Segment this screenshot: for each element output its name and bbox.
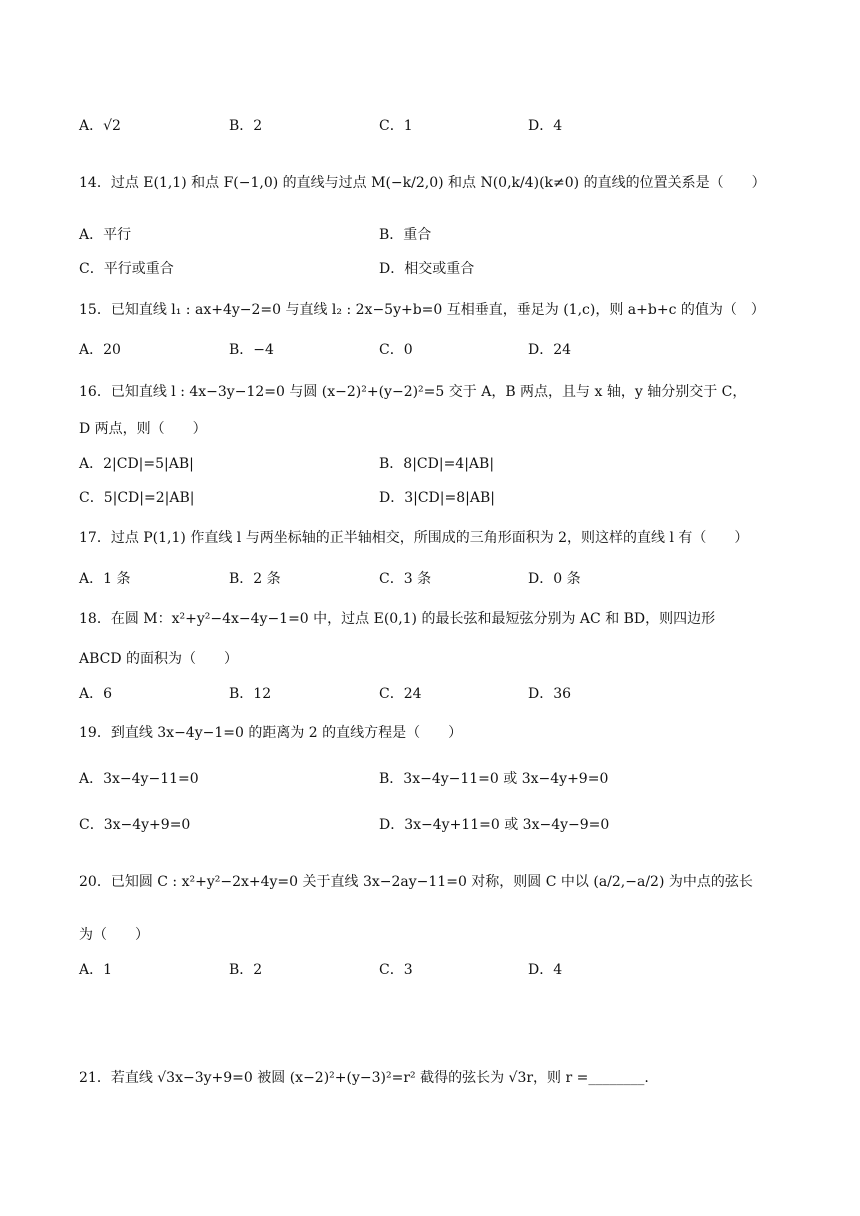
q20-option-a: A．1: [79, 962, 113, 978]
q18-stem-line2: ABCD 的面积为（ ）: [79, 651, 239, 667]
q18-stem-line1: 18．在圆 M：x²+y²−4x−4y−1=0 中，过点 E(0,1) 的最长弦和最短弦分别为 AC 和 BD，则四边形: [79, 611, 716, 627]
q15-option-d: D．24: [528, 342, 572, 358]
q18-option-a: A．6: [79, 686, 113, 702]
q19-stem: 19．到直线 3x−4y−1=0 的距离为 2 的直线方程是（ ）: [79, 725, 463, 741]
q15-stem: 15．已知直线 l₁ : ax+4y−2=0 与直线 l₂ : 2x−5y+b=0 互相垂直，垂足为 (1,c)，则 a+b+c 的值为（ ）: [79, 302, 765, 318]
q16-option-c: C．5|CD|=2|AB|: [79, 490, 195, 506]
q13-option-b: B．2: [229, 118, 263, 134]
q17-stem: 17．过点 P(1,1) 作直线 l 与两坐标轴的正半轴相交，所围成的三角形面积为 2，则这样的直线 l 有（ ）: [79, 530, 749, 546]
q17-option-c: C．3 条: [379, 571, 432, 587]
q20-stem-line2: 为（ ）: [79, 927, 149, 943]
q14-option-d: D．相交或重合: [379, 261, 475, 277]
q18-option-b: B．12: [229, 686, 272, 702]
q18-option-d: D．36: [528, 686, 572, 702]
q16-option-a: A．2|CD|=5|AB|: [79, 456, 194, 472]
q19-option-c: C．3x−4y+9=0: [79, 817, 191, 833]
q15-option-b: B．−4: [229, 342, 274, 358]
q16-option-b: B．8|CD|=4|AB|: [379, 456, 495, 472]
q19-option-a: A．3x−4y−11=0: [79, 771, 199, 787]
q14-option-c: C．平行或重合: [79, 261, 174, 277]
q15-option-a: A．20: [79, 342, 121, 358]
q13-option-c: C．1: [379, 118, 413, 134]
q19-option-d: D．3x−4y+11=0 或 3x−4y−9=0: [379, 817, 610, 833]
q14-stem: 14．过点 E(1,1) 和点 F(−1,0) 的直线与过点 M(−k/2,0) 和点 N(0,k/4)(k≠0) 的直线的位置关系是（ ）: [79, 175, 766, 191]
q20-option-c: C．3: [379, 962, 413, 978]
q15-option-c: C．0: [379, 342, 413, 358]
q13-option-d: D．4: [528, 118, 563, 134]
q17-option-d: D．0 条: [528, 571, 581, 587]
q21-stem: 21．若直线 √3x−3y+9=0 被圆 (x−2)²+(y−3)²=r² 截得的弦长为 √3r，则 r =________.: [79, 1070, 649, 1086]
q20-option-b: B．2: [229, 962, 263, 978]
q16-option-d: D．3|CD|=8|AB|: [379, 490, 495, 506]
q13-option-a: A．√2: [79, 118, 121, 134]
q14-option-a: A．平行: [79, 227, 132, 243]
q19-option-b: B．3x−4y−11=0 或 3x−4y+9=0: [379, 771, 609, 787]
q20-stem-line1: 20．已知圆 C : x²+y²−2x+4y=0 关于直线 3x−2ay−11=0 对称，则圆 C 中以 (a/2,−a/2) 为中点的弦长: [79, 874, 753, 890]
q18-option-c: C．24: [379, 686, 422, 702]
q16-stem-line2: D 两点，则（ ）: [79, 421, 207, 437]
q17-option-b: B．2 条: [229, 571, 281, 587]
q20-option-d: D．4: [528, 962, 563, 978]
q17-option-a: A．1 条: [79, 571, 131, 587]
q16-stem-line1: 16．已知直线 l : 4x−3y−12=0 与圆 (x−2)²+(y−2)²=5 交于 A，B 两点，且与 x 轴，y 轴分别交于 C，: [79, 384, 747, 400]
q14-option-b: B．重合: [379, 227, 432, 243]
